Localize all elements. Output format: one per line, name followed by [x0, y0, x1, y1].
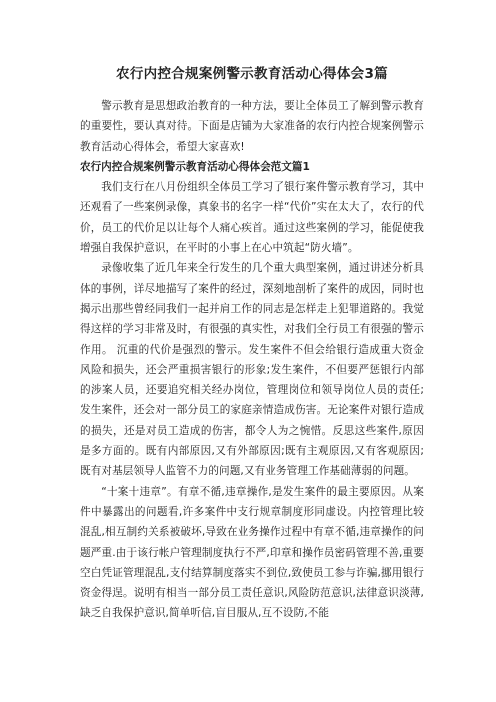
body-paragraph-1: 我们支行在八月份组织全体员工学习了银行案件警示教育学习，其中还观看了一些案例录像，真象书的名字一样“代价”实在太大了，农行的代价，员工的代价足以让每个人痛心疾首。通过这些案例的学习，能促使我增强自我保护意识，在平时的小事上在心中筑起“防火墙”。 [80, 181, 424, 255]
body-paragraph-3: “十案十违章”。有章不循,违章操作,是发生案件的最主要原因。从案件中暴露出的问题看,许多案件中支行规章制度形同虚设。内控管理比较混乱,相互制约关系被破坏,导致在业务操作过程中有章不循,违章操作的问题严重.由于该行帐户管理制度执行不严,印章和操作员密码管理不善,重要空白凭证管理混乱,支付结算制度落实不到位,致使员工参与诈骗,挪用银行资金得逞。说明有相当一部分员工责任意识,风险防范意识,法律意识淡薄,缺乏自我保护意识,简单听信,盲目服从,互不设防,不能 [80, 485, 424, 620]
document-title: 农行内控合规案例警示教育活动心得体会3篇 [116, 66, 388, 82]
body-paragraph-2: 录像收集了近几年来全行发生的几个重大典型案例，通过讲述分析具体的事例，详尽地描写了案件的经过，深刻地剖析了案件的成因，同时也揭示出那些曾经同我们一起并肩工作的同志是怎样走上犯罪道路的。我觉得这样的学习非常及时，有很强的真实性，对我们全行员工有很强的警示作用。 沉重的代价是强烈的警示。发生案件不但会给银行造成重大资金风险和损失，还会严重损害银行的形象;发生案件，不但要严惩银行内部的涉案人员，还要追究相关经办岗位，管理岗位和领导岗位人员的责任;发生案件，还会对一部分员工的家庭亲情造成伤害。无论案件对银行造成的损失，还是对员工造成的伤害，都令人为之惋惜。反思这些案件,原因是多方面的。既有内部原因,又有外部原因;既有主观原因,又有客观原因;既有对基层领导人监管不力的问题,又有业务管理工作基础薄弱的问题。 [80, 262, 424, 478]
intro-paragraph: 警示教育是思想政治教育的一种方法，要让全体员工了解到警示教育的重要性，要认真对待。下面是店铺为大家准备的农行内控合规案例警示教育活动心得体会，希望大家喜欢! [80, 100, 424, 153]
section-heading: 农行内控合规案例警示教育活动心得体会范文篇1 [80, 160, 310, 173]
